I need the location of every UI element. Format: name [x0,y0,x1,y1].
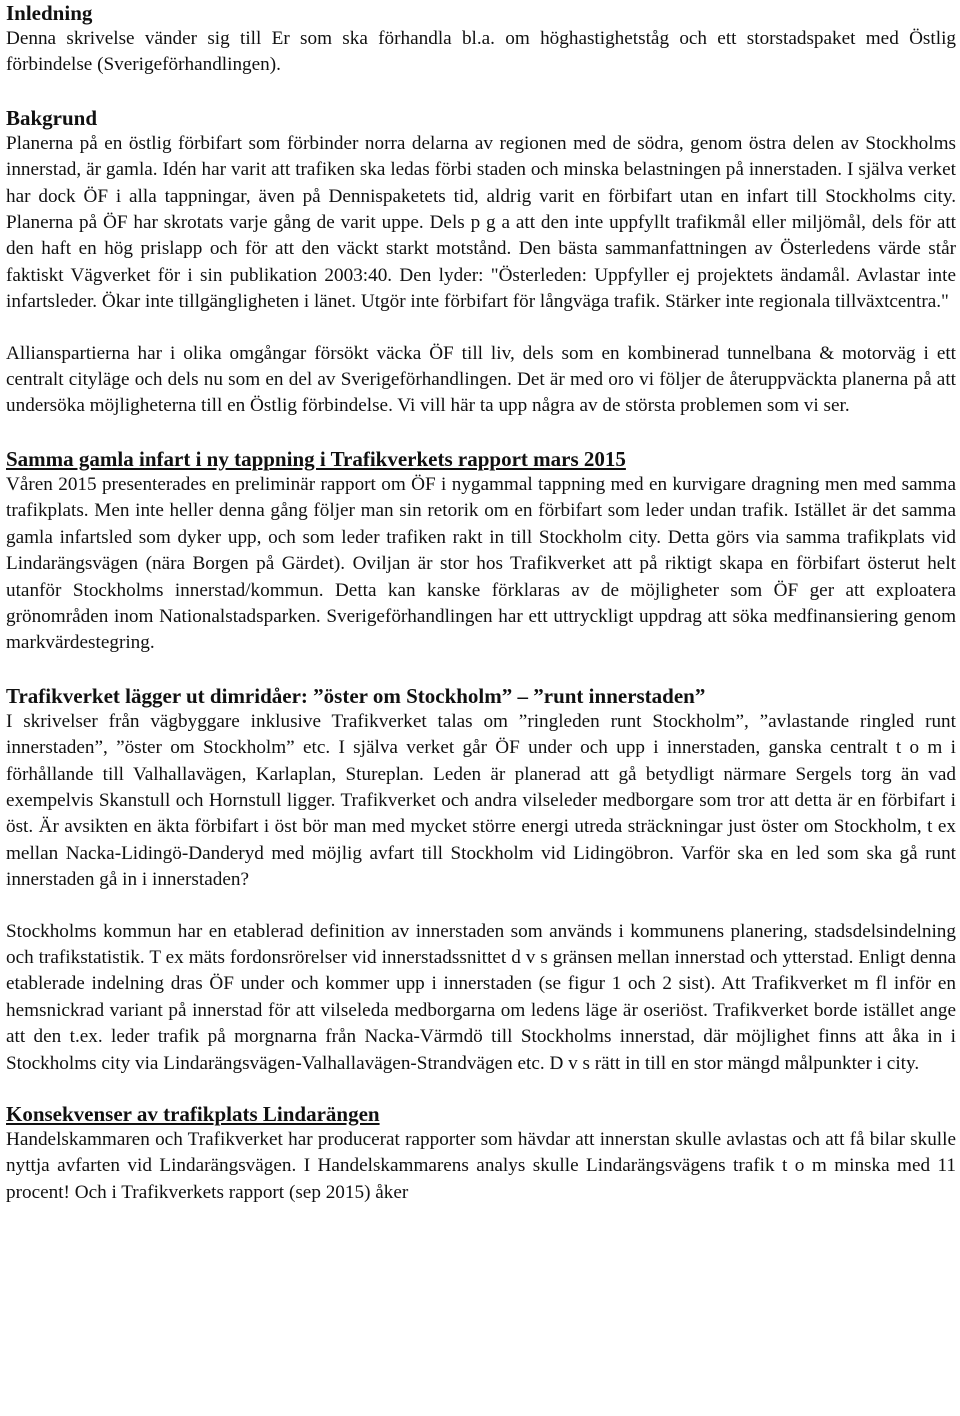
paragraph-dimridaer-2: Stockholms kommun har en etablerad definition av innerstaden som används i kommunens planering, stadsdelsindelning och trafikstatistik. T ex mäts fordonsrörelser vid innerstadssnittet d v s gränsen mellan innerstad och ytterstad. Enligt denna etablerade indelning dras ÖF under och kommer upp i innerstaden (se figur 1 och 2 sist). Att Trafikverket m fl inför en hemsnickrad variant på innerstad för att vilseleda medborgarna om ledens läge är oseriöst. Trafikverket borde istället ange att den t.ex. leder trafik på morgnarna från Nacka-Värmdö till Stockholms innerstad, där möjlighet finns att åka in i Stockholms city via Lindarängsvägen-Valhallavägen-Strandvägen etc. D v s rätt in till en stor mängd målpunkter i city. [6,920,956,1074]
document-page [6,0,956,1206]
section-gap [6,1077,956,1101]
section-gap [6,657,956,683]
paragraph-samma-gamla-infart: Våren 2015 presenterades en preliminär rapport om ÖF i nygammal tappning med en kurvigare dragning men med samma trafikplats. Men inte heller denna gång följer man sin retorik om en förbifart som leder undan trafik. Istället är det samma gamla infartsled som dyker upp, och som leder trafiken rakt in till Stockholm city. Detta görs via samma trafikplats vid Lindarängsvägen (nära Borgen på Gärdet). Oviljan är stor hos Trafikverket att på riktigt skapa en förbifart österut helt utanför Stockholms innerstad/kommun. Detta kan kanske förklaras av de möjligheter som ÖF ger att exploatera grönområden inom Nationalstadsparken. Sverigeförhandlingen har ett uttryckligt uppdrag att söka medfinansiering genom markvärdestegring. [6,473,956,654]
section-inledning [6,0,956,79]
paragraph-inledning: Denna skrivelse vänder sig till Er som ska förhandla bl.a. om höghastighetståg och ett storstadspaket med Östlig förbindelse (Sverigeförhandlingen). [6,28,956,76]
paragraph-gap [6,316,956,341]
section-samma-gamla-infart [6,446,956,657]
paragraph-bakgrund-1: Planerna på en östlig förbifart som förbinder norra delarna av regionen med de södra, genom östra delen av Stockholms innerstad, är gamla. Idén har varit att trafiken ska ledas förbi staden och minska belastningen på innerstaden. I själva verket har dock ÖF i alla tappningar, även på Dennispaketets tid, aldrig varit en förbifart utan en infart till Stockholms city. Planerna på ÖF har skrotats varje gång de varit uppe. Dels p g a att den inte uppfyllt trafikmål eller miljömål, dels för att den haft en hög prislapp och för att den väckt starkt motstånd. Den bästa sammanfattningen av Österledens värde står faktiskt Vägverket för i sin publikation 2003:40. Den lyder: "Österleden: Uppfyller ej projektets ändamål. Avlastar inte infartsleder. Ökar inte tillgängligheten i länet. Utgör inte förbifart för långväga trafik. Stärker inte regionala tillväxtcentra." [6,132,956,313]
heading-konsekvenser: Konsekvenser av trafikplats Lindarängen [6,1102,380,1126]
section-konsekvenser [6,1101,956,1206]
heading-samma-gamla-infart: Samma gamla infart i ny tappning i Trafikverkets rapport mars 2015 [6,446,626,471]
paragraph-bakgrund-2: Allianspartierna har i olika omgångar försökt väcka ÖF till liv, dels som en kombinerad tunnelbana & motorväg i ett centralt cityläge och dels nu som en del av Sverigeförhandlingen. Det är med oro vi följer de återuppväckta planerna på att undersöka möjligheterna till en Östlig förbindelse. Vi vill här ta upp några av de största problemen som vi ser. [6,342,956,417]
heading-bakgrund: Bakgrund [6,105,98,130]
paragraph-gap [6,894,956,919]
section-dimridaer [6,683,956,1077]
section-bakgrund [6,105,956,420]
section-gap [6,420,956,446]
paragraph-dimridaer-1: I skrivelser från vägbyggare inklusive Trafikverket talas om ”ringleden runt Stockholm”, ”avlastande ringled runt innerstaden”, ”öster om Stockholm” etc. I själva verket går ÖF under och upp i innerstaden, ganska centralt t o m i förhållande till Valhallavägen, Karlaplan, Stureplan. Leden är planerad att gå betydligt närmare Sergels torg än vad exempelvis Skanstull och Hornstull ligger. Trafikverket och andra vilseleder medborgare som tror att detta är en förbifart i öst. Är avsikten en äkta förbifart i öst bör man med mycket större energi utreda sträckningar just öster om Stockholm, t ex mellan Nacka-Lidingö-Danderyd med möjlig avfart till Stockholm vid Lidingöbron. Varför ska en led som ska gå runt innerstaden gå in i innerstaden? [6,710,956,891]
paragraph-konsekvenser: Handelskammaren och Trafikverket har producerat rapporter som hävdar att innerstan skulle avlastas och att få bilar skulle nyttja avfarten vid Lindarängsvägen. I Handelskammarens analys skulle Lindarängsvägens trafik t o m minska med 11 procent! Och i Trafikverkets rapport (sep 2015) åker [6,1129,956,1203]
heading-inledning: Inledning [6,1,93,25]
heading-dimridaer: Trafikverket lägger ut dimridåer: ”öster om Stockholm” – ”runt innerstaden” [6,683,706,708]
